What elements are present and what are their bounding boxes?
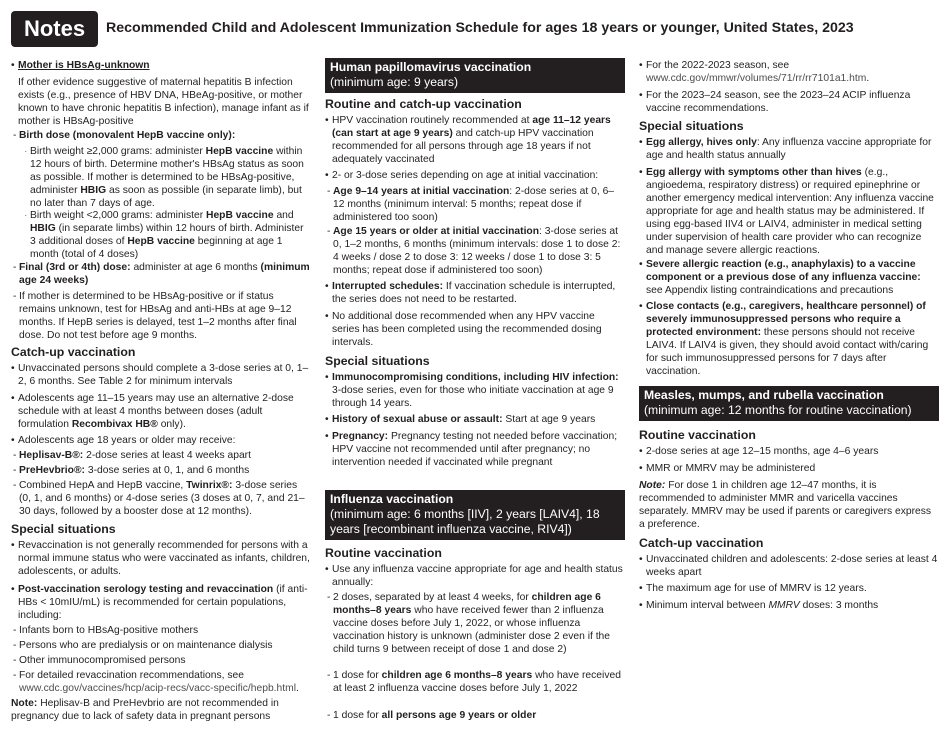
- heplisav-item: - Heplisav-B®: 2-dose series at least 4 weeks apart: [11, 450, 310, 463]
- note-heplisav: Note: Heplisav-B and PreHevbrio are not recommended in pregnancy due to lack of safety data in pregnant persons: [11, 698, 279, 722]
- catchup-item-2: • Adolescents age 11–15 years may use an alternative 2-dose schedule with at least 4 months between doses (adult formulation Recombivax HB® only).: [11, 393, 310, 432]
- influenza-routine-heading: Routine vaccination: [325, 546, 442, 560]
- catchup-item-3: • Adolescents age 18 years or older may receive:: [11, 435, 310, 448]
- mmr-item-1: • 2-dose series at age 12–15 months, age 4–6 years: [639, 446, 939, 459]
- mmr-min-age: (minimum age: 12 months for routine vaccination): [644, 402, 912, 417]
- hpv-immunocompromising: • Immunocompromising conditions, including HIV infection: 3-dose series, even for those who initiate vaccination at age 9 through 14 years.: [325, 372, 625, 411]
- hepb-link[interactable]: www.cdc.gov/vaccines/hcp/acip-recs/vacc-specific/hepb.html: [19, 682, 296, 694]
- hpv-abuse: • History of sexual abuse or assault: Start at age 9 years: [325, 414, 625, 427]
- hpv-age-9-14: - Age 9–14 years at initial vaccination: 2-dose series at 0, 6–12 months (minimum interval: 5 months; repeat dose if administered too soon): [325, 186, 625, 225]
- population-item-1: - Infants born to HBsAg-positive mothers: [11, 625, 310, 638]
- egg-allergy-other: • Egg allergy with symptoms other than hives (e.g., angioedema, respiratory distress) or required epinephrine or another emergency medical intervention: Any influenza vaccine appropriate for age and health status may be administered. If using egg-based IIV4 or LAIV4, administer in medical setting under supervision of health care provider who can recognize and manage severe allergic reactions.: [639, 167, 939, 258]
- hpv-routine-heading: Routine and catch-up vaccination: [325, 97, 522, 111]
- special-situations-heading: Special situations: [11, 522, 116, 536]
- hbsag-unknown-intro: If other evidence suggestive of maternal hepatitis B infection exists (e.g., presence of HBV DNA, HBeAg-positive, or mother known to have chronic hepatitis B infection), manage infant as if mother is HBsAg-positive: [18, 77, 309, 127]
- hpv-item-2: • 2- or 3-dose series depending on age at initial vaccination:: [325, 170, 625, 183]
- birth-weight-lt2000: · Birth weight <2,000 grams: administer HepB vaccine and HBIG (in separate limbs) within 12 hours of birth. Administer 3 additional doses of HepB vaccine beginning at age 1 month (total of 4 doses): [11, 210, 310, 262]
- hpv-pregnancy: • Pregnancy: Pregnancy testing not needed before vaccination; HPV vaccine not recommended until after pregnancy; no intervention needed if vaccinated while pregnant: [325, 431, 625, 470]
- hpv-age-15: - Age 15 years or older at initial vaccination: 3-dose series at 0, 1–2 months, 6 months (minimum intervals: dose 1 to dose 2: 4 weeks / dose 2 to dose 3: 12 weeks / dose 1 to dose 3: 5 months; repeat dose if administered too soon): [325, 226, 625, 278]
- mmr-catchup-heading: Catch-up vaccination: [639, 536, 764, 550]
- birth-dose-heading: - Birth dose (monovalent HepB vaccine only):: [11, 130, 310, 143]
- twinrix-item: - Combined HepA and HepB vaccine, Twinrix®: 3-dose series (0, 1, and 6 months) or 4-dose series (3 doses at 0, 7, and 21–30 days, followed by a booster dose at 12 months).: [11, 480, 310, 519]
- egg-allergy-hives: • Egg allergy, hives only: Any influenza vaccine appropriate for age and health status annually: [639, 137, 939, 163]
- hpv-no-additional: • No additional dose recommended when any HPV vaccine series has been completed using the recommended dosing intervals.: [325, 311, 625, 350]
- influenza-two-doses: - 2 doses, separated by at least 4 weeks, for children age 6 months–8 years who have received fewer than 2 influenza vaccine doses before July 1, 2022, or whose influenza vaccination history is unknown (administer dose 2 even if the child turns 9 between receipt of dose 1 and dose 2): [325, 592, 625, 657]
- final-dose: - Final (3rd or 4th) dose: administer at age 6 months (minimum age 24 weeks): [11, 262, 310, 288]
- influenza-section-bar: [325, 490, 625, 540]
- hpv-min-age: (minimum age: 9 years): [330, 74, 459, 89]
- mmr-routine-heading: Routine vaccination: [639, 428, 756, 442]
- catchup-item-1: • Unvaccinated persons should complete a 3-dose series at 0, 1–2, 6 months. See Table 2 for minimum intervals: [11, 363, 310, 389]
- mmr-catchup-1: • Unvaccinated children and adolescents: 2-dose series at least 4 weeks apart: [639, 554, 939, 580]
- mmr-section-title: Measles, mumps, and rubella vaccination: [644, 388, 884, 402]
- population-item-3: - Other immunocompromised persons: [11, 655, 310, 668]
- population-item-4: - For detailed revaccination recommendations, see www.cdc.gov/vaccines/hcp/acip-recs/vacc-specific/hepb.html.: [11, 670, 310, 696]
- catchup-heading: Catch-up vaccination: [11, 345, 136, 359]
- hpv-interrupted: • Interrupted schedules: If vaccination schedule is interrupted, the series does not need to be restarted.: [325, 281, 625, 307]
- hpv-section-title: Human papillomavirus vaccination: [330, 60, 532, 74]
- hbsag-positive-testing: - If mother is determined to be HBsAg-positive or if status remains unknown, test for HBsAg and anti-HBs at age 9–12 months. If HepB series is delayed, test 1–2 months after final dose. Do not test before age 9 months.: [11, 291, 310, 343]
- severe-allergic-reaction: • Severe allergic reaction (e.g., anaphylaxis) to a vaccine component or a previous dose of any influenza vaccine: see Appendix listing contraindications and precautions: [639, 259, 939, 298]
- season-2022-2023: • For the 2022-2023 season, see www.cdc.gov/mmwr/volumes/71/rr/rr7101a1.htm.: [639, 60, 939, 86]
- mmr-note: Note: For dose 1 in children age 12–47 months, it is recommended to administer MMR and varicella vaccines separately. MMRV may be used if parents or caregivers express a preference.: [639, 480, 932, 530]
- hpv-special-heading: Special situations: [325, 354, 430, 368]
- special-item-2: • Post-vaccination serology testing and revaccination (if anti-HBs < 10mIU/mL) is recommended for certain populations, including:: [11, 584, 310, 623]
- mmr-catchup-3: • Minimum interval between MMRV doses: 3 months: [639, 600, 939, 613]
- mmr-section-bar: [639, 386, 939, 421]
- season-2023-24: • For the 2023–24 season, see the 2023–24 ACIP influenza vaccine recommendations.: [639, 90, 939, 116]
- birth-weight-ge2000: · Birth weight ≥2,000 grams: administer HepB vaccine within 12 hours of birth. Determine mother's HBsAg status as soon as possible. If mother is determined to be HBsAg-positive, administer HBIG as soon as possible (in separate limb), but no later than 7 days of age.: [11, 146, 310, 211]
- page-header: [11, 11, 941, 47]
- hbsag-unknown-heading: • Mother is HBsAg-unknown: [11, 60, 310, 73]
- page-title: Recommended Child and Adolescent Immunization Schedule for ages 18 years or younger, United States, 2023: [106, 20, 854, 36]
- mmr-item-2: • MMR or MMRV may be administered: [639, 463, 939, 476]
- mmwr-link[interactable]: www.cdc.gov/mmwr/volumes/71/rr/rr7101a1.htm: [646, 72, 867, 84]
- influenza-age-9: - 1 dose for all persons age 9 years or older: [325, 710, 625, 723]
- notes-badge: Notes: [11, 11, 98, 47]
- prehevbrio-item: - PreHevbrio®: 3-dose series at 0, 1, and 6 months: [11, 465, 310, 478]
- special-item-1: • Revaccination is not generally recommended for persons with a normal immune status who were vaccinated as infants, children, adolescents, or adults.: [11, 540, 310, 579]
- hpv-section-bar: [325, 58, 625, 93]
- influenza-item-1: • Use any influenza vaccine appropriate for age and health status annually:: [325, 564, 625, 590]
- close-contacts: • Close contacts (e.g., caregivers, healthcare personnel) of severely immunosuppressed persons who require a protected environment: these persons should not receive LAIV4. If LAIV4 is given, they should avoid contact with/caring for such immunosuppressed persons for 7 days after vaccination.: [639, 301, 939, 379]
- influenza-section-title: Influenza vaccination: [330, 492, 454, 506]
- influenza-one-dose: - 1 dose for children age 6 months–8 years who have received at least 2 influenza vaccine doses before July 1, 2022: [325, 670, 625, 696]
- population-item-2: - Persons who are predialysis or on maintenance dialysis: [11, 640, 310, 653]
- hpv-item-1: • HPV vaccination routinely recommended at age 11–12 years (can start at age 9 years) and catch-up HPV vaccination recommended for all persons through age 18 years if not adequately vaccinated: [325, 115, 625, 167]
- mmr-catchup-2: • The maximum age for use of MMRV is 12 years.: [639, 583, 939, 596]
- influenza-min-age: (minimum age: 6 months [IIV], 2 years [LAIV4], 18 years [recombinant influenza vaccine, RIV4]): [330, 506, 600, 536]
- influenza-special-heading: Special situations: [639, 119, 744, 133]
